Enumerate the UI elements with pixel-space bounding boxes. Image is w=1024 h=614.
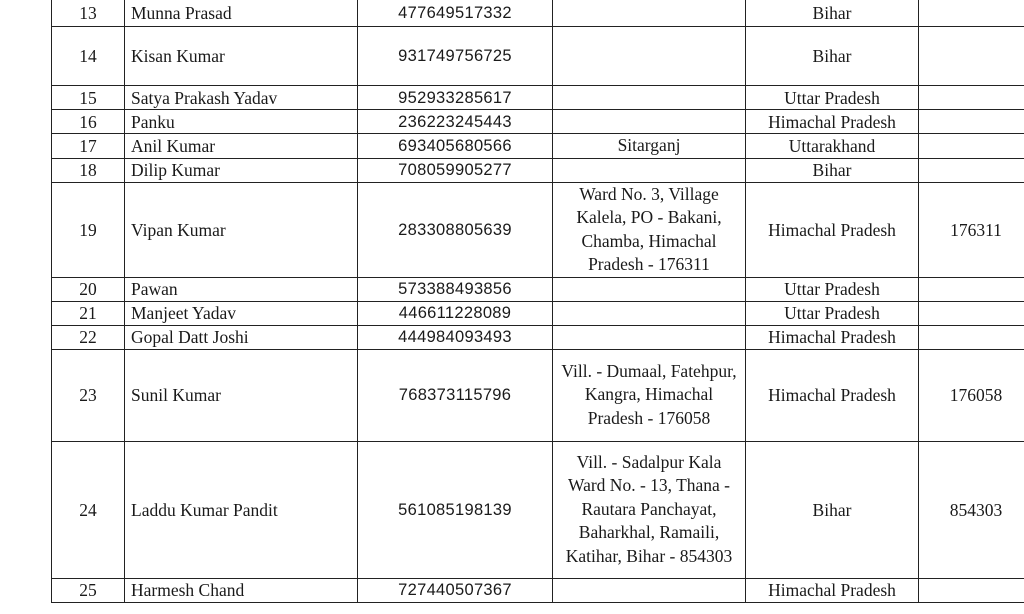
address: [553, 277, 746, 301]
serial-number: 20: [52, 277, 125, 301]
pin-code: [919, 0, 1024, 27]
id-number: 708059905277: [358, 158, 553, 182]
state: Bihar: [746, 0, 919, 27]
pin-code: [919, 325, 1024, 349]
address: [553, 27, 746, 86]
address: [553, 0, 746, 27]
person-name: Dilip Kumar: [125, 158, 358, 182]
table-row: [52, 349, 1024, 441]
state: Uttar Pradesh: [746, 86, 919, 110]
serial-number: 13: [52, 0, 125, 27]
pin-code: [919, 110, 1024, 134]
pin-code: 176058: [919, 349, 1024, 441]
person-name: Vipan Kumar: [125, 182, 358, 277]
state: Himachal Pradesh: [746, 182, 919, 277]
id-number: 561085198139: [358, 441, 553, 578]
state: Uttar Pradesh: [746, 277, 919, 301]
state: Bihar: [746, 158, 919, 182]
serial-number: 14: [52, 27, 125, 86]
person-name: Harmesh Chand: [125, 578, 358, 602]
address: Vill. - Sadalpur Kala Ward No. - 13, Thana - Rautara Panchayat, Baharkhal, Ramaili, Katihar, Bihar - 854303: [553, 441, 746, 578]
id-number: 573388493856: [358, 277, 553, 301]
state: Himachal Pradesh: [746, 349, 919, 441]
id-number: 931749756725: [358, 27, 553, 86]
id-number: 952933285617: [358, 86, 553, 110]
id-number: 727440507367: [358, 578, 553, 602]
person-name: Munna Prasad: [125, 0, 358, 27]
pin-code: [919, 27, 1024, 86]
records-table: [51, 0, 1024, 603]
serial-number: 24: [52, 441, 125, 578]
table-row: [52, 277, 1024, 301]
table-row: [52, 134, 1024, 159]
serial-number: 17: [52, 134, 125, 159]
state: Himachal Pradesh: [746, 325, 919, 349]
person-name: Laddu Kumar Pandit: [125, 441, 358, 578]
state: Uttarakhand: [746, 134, 919, 159]
table-row: [52, 441, 1024, 578]
table-row: [52, 182, 1024, 277]
address: [553, 158, 746, 182]
pin-code: [919, 277, 1024, 301]
person-name: Satya Prakash Yadav: [125, 86, 358, 110]
address: [553, 578, 746, 602]
id-number: 477649517332: [358, 0, 553, 27]
pin-code: [919, 134, 1024, 159]
person-name: Manjeet Yadav: [125, 301, 358, 325]
state: Bihar: [746, 441, 919, 578]
table-row: [52, 86, 1024, 110]
id-number: 768373115796: [358, 349, 553, 441]
table-row: [52, 158, 1024, 182]
pin-code: [919, 578, 1024, 602]
address: [553, 110, 746, 134]
state: Uttar Pradesh: [746, 301, 919, 325]
person-name: Anil Kumar: [125, 134, 358, 159]
records-table-container: [51, 0, 1003, 603]
address: Vill. - Dumaal, Fatehpur, Kangra, Himachal Pradesh - 176058: [553, 349, 746, 441]
state: Himachal Pradesh: [746, 578, 919, 602]
person-name: Pawan: [125, 277, 358, 301]
pin-code: [919, 158, 1024, 182]
id-number: 444984093493: [358, 325, 553, 349]
serial-number: 16: [52, 110, 125, 134]
serial-number: 23: [52, 349, 125, 441]
serial-number: 15: [52, 86, 125, 110]
pin-code: [919, 86, 1024, 110]
table-row: [52, 0, 1024, 27]
pin-code: 176311: [919, 182, 1024, 277]
person-name: Kisan Kumar: [125, 27, 358, 86]
person-name: Panku: [125, 110, 358, 134]
id-number: 283308805639: [358, 182, 553, 277]
person-name: Sunil Kumar: [125, 349, 358, 441]
serial-number: 22: [52, 325, 125, 349]
table-row: [52, 325, 1024, 349]
address: Sitarganj: [553, 134, 746, 159]
table-row: [52, 578, 1024, 602]
table-row: [52, 110, 1024, 134]
id-number: 693405680566: [358, 134, 553, 159]
pin-code: 854303: [919, 441, 1024, 578]
serial-number: 18: [52, 158, 125, 182]
state: Bihar: [746, 27, 919, 86]
table-row: [52, 301, 1024, 325]
person-name: Gopal Datt Joshi: [125, 325, 358, 349]
address: [553, 86, 746, 110]
serial-number: 19: [52, 182, 125, 277]
state: Himachal Pradesh: [746, 110, 919, 134]
id-number: 446611228089: [358, 301, 553, 325]
address: [553, 301, 746, 325]
serial-number: 25: [52, 578, 125, 602]
id-number: 236223245443: [358, 110, 553, 134]
pin-code: [919, 301, 1024, 325]
address: Ward No. 3, Village Kalela, PO - Bakani, Chamba, Himachal Pradesh - 176311: [553, 182, 746, 277]
table-row: [52, 27, 1024, 86]
serial-number: 21: [52, 301, 125, 325]
address: [553, 325, 746, 349]
